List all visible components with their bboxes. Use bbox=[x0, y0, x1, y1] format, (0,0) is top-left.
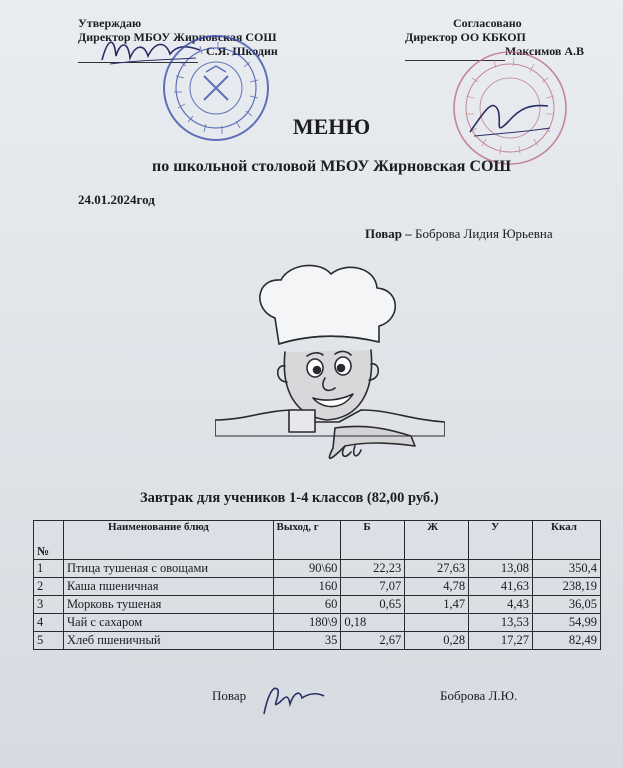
menu-table bbox=[33, 520, 601, 650]
page-subtitle: по школьной столовой МБОУ Жирновская СОШ bbox=[151, 158, 512, 175]
chef-illustration bbox=[215, 260, 445, 465]
cook-name: Боброва Лидия Юрьевна bbox=[415, 226, 553, 241]
row-u: 41,63 bbox=[469, 578, 533, 596]
row-num: 5 bbox=[34, 632, 64, 650]
table-row bbox=[34, 560, 601, 578]
row-b: 22,23 bbox=[341, 560, 405, 578]
row-kcal: 82,49 bbox=[533, 632, 601, 650]
row-zh: 0,28 bbox=[405, 632, 469, 650]
row-dish: Каша пшеничная bbox=[63, 578, 273, 596]
row-yield: 180\9 bbox=[273, 614, 341, 632]
col-header-yield: Выход, г bbox=[273, 521, 341, 560]
row-zh: 27,63 bbox=[405, 560, 469, 578]
table-header-row bbox=[34, 521, 601, 560]
row-zh: 1,47 bbox=[405, 596, 469, 614]
row-b: 0,65 bbox=[341, 596, 405, 614]
row-yield: 160 bbox=[273, 578, 341, 596]
row-kcal: 238,19 bbox=[533, 578, 601, 596]
approver-name: С.Я. Шкодин bbox=[206, 44, 278, 58]
table-row bbox=[34, 578, 601, 596]
row-b: 2,67 bbox=[341, 632, 405, 650]
row-kcal: 54,99 bbox=[533, 614, 601, 632]
row-dish: Хлеб пшеничный bbox=[63, 632, 273, 650]
row-u: 13,53 bbox=[469, 614, 533, 632]
agreer-name: Максимов А.В bbox=[505, 44, 585, 58]
row-num: 4 bbox=[34, 614, 64, 632]
row-dish: Морковь тушеная bbox=[63, 596, 273, 614]
footer-cook-label: Повар bbox=[212, 688, 247, 703]
row-kcal: 350,4 bbox=[533, 560, 601, 578]
approve-label: Утверждаю bbox=[78, 16, 142, 30]
row-yield: 60 bbox=[273, 596, 341, 614]
col-header-zh: Ж bbox=[405, 521, 469, 560]
row-num: 2 bbox=[34, 578, 64, 596]
cook-label: Повар – bbox=[365, 226, 412, 241]
approver-position: Директор МБОУ Жирновская СОШ bbox=[78, 30, 277, 44]
row-b: 0,18 bbox=[341, 614, 405, 632]
agreer-position: Директор ОО КБКОП bbox=[405, 30, 526, 44]
col-header-kcal: Ккал bbox=[533, 521, 601, 560]
row-num: 1 bbox=[34, 560, 64, 578]
row-u: 4,43 bbox=[469, 596, 533, 614]
row-yield: 90\60 bbox=[273, 560, 341, 578]
row-zh: 4,78 bbox=[405, 578, 469, 596]
row-u: 17,27 bbox=[469, 632, 533, 650]
row-kcal: 36,05 bbox=[533, 596, 601, 614]
col-header-b: Б bbox=[341, 521, 405, 560]
row-u: 13,08 bbox=[469, 560, 533, 578]
row-zh bbox=[405, 614, 469, 632]
cook-signature bbox=[258, 680, 328, 720]
col-header-name: Наименование блюд bbox=[63, 521, 273, 560]
row-dish: Птица тушеная с овощами bbox=[63, 560, 273, 578]
agree-label: Согласовано bbox=[453, 16, 522, 30]
table-row bbox=[34, 596, 601, 614]
breakfast-title: Завтрак для учеников 1-4 классов (82,00 руб.) bbox=[140, 490, 439, 506]
row-dish: Чай с сахаром bbox=[63, 614, 273, 632]
col-header-num: № bbox=[34, 521, 64, 560]
row-b: 7,07 bbox=[341, 578, 405, 596]
page-title: МЕНЮ bbox=[292, 114, 371, 139]
footer-cook-name: Боброва Л.Ю. bbox=[440, 688, 518, 703]
row-yield: 35 bbox=[273, 632, 341, 650]
table-row bbox=[34, 632, 601, 650]
table-row bbox=[34, 614, 601, 632]
col-header-u: У bbox=[469, 521, 533, 560]
cook-line bbox=[365, 226, 553, 242]
row-num: 3 bbox=[34, 596, 64, 614]
menu-date: 24.01.2024год bbox=[78, 192, 155, 207]
